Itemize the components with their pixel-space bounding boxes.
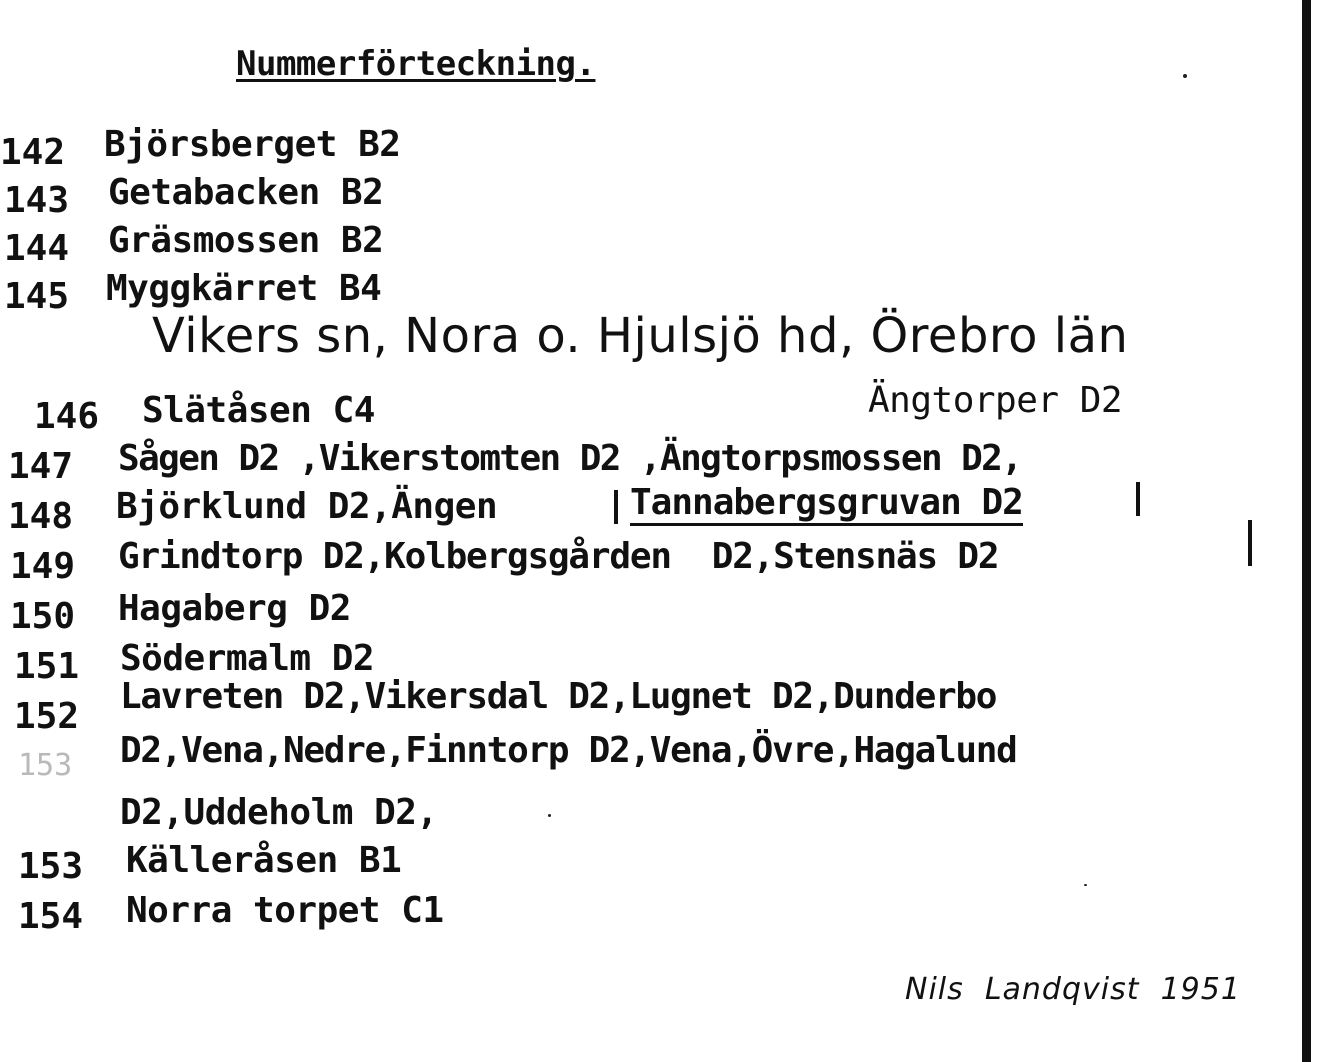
entry-number-faint: 153 — [18, 748, 73, 783]
entry-number: 145 — [4, 276, 70, 317]
entry-text: Slätåsen C4 — [142, 390, 375, 431]
entry-number: 151 — [14, 646, 80, 687]
bracket-left — [614, 490, 618, 524]
entry-text: Björklund D2,Ängen — [116, 486, 519, 527]
entry-text: Hagaberg D2 — [118, 588, 351, 629]
entry-number: 148 — [8, 496, 74, 537]
entry-text: Lavreten D2,Vikersdal D2,Lugnet D2,Dunderbo — [120, 676, 997, 717]
entry-number: 143 — [4, 180, 70, 221]
boxed-text: Tannabergsgruvan D2 — [630, 482, 1023, 526]
entry-number: 150 — [10, 596, 76, 637]
entry-number: 144 — [4, 228, 70, 269]
entry-number: 154 — [18, 896, 84, 937]
entry-number: 147 — [8, 446, 74, 487]
entry-number: 142 — [0, 132, 66, 173]
entry-text: Grindtorp D2,Kolbergsgården D2,Stensnäs D2 — [118, 536, 999, 577]
bracket-right-2 — [1248, 520, 1252, 566]
entry-text: Sågen D2 ,Vikerstomten D2 ,Ängtorpsmossen D2, — [118, 438, 1022, 479]
entry-text: Björsberget B2 — [104, 124, 401, 165]
entry-text: Myggkärret B4 — [106, 268, 382, 309]
entry-text: Södermalm D2 — [120, 638, 375, 679]
page-edge-line — [1302, 0, 1311, 1062]
entry-number: 152 — [14, 696, 80, 737]
entry-text-continued: D2,Uddeholm D2, — [120, 792, 438, 833]
speck — [548, 814, 551, 817]
inserted-text: Ängtorper D2 — [868, 380, 1123, 421]
signature: Nils Landqvist 1951 — [905, 972, 1241, 1007]
entry-number: 153 — [18, 846, 84, 887]
parish-line: Vikers sn, Nora o. Hjulsjö hd, Örebro län — [152, 308, 1129, 364]
speck — [1084, 884, 1087, 886]
document-heading: Nummerförteckning. — [236, 44, 596, 84]
entry-text: D2,Vena,Nedre,Finntorp D2,Vena,Övre,Hagalund — [120, 730, 1017, 771]
bracket-right — [1136, 482, 1140, 516]
entry-text: Gräsmossen B2 — [108, 220, 384, 261]
entry-number: 149 — [10, 546, 76, 587]
entry-text: Norra torpet C1 — [126, 890, 444, 931]
entry-text: Getabacken B2 — [108, 172, 384, 213]
speck — [1183, 74, 1187, 78]
entry-text: Källeråsen B1 — [126, 840, 402, 881]
entry-number: 146 — [34, 396, 100, 437]
